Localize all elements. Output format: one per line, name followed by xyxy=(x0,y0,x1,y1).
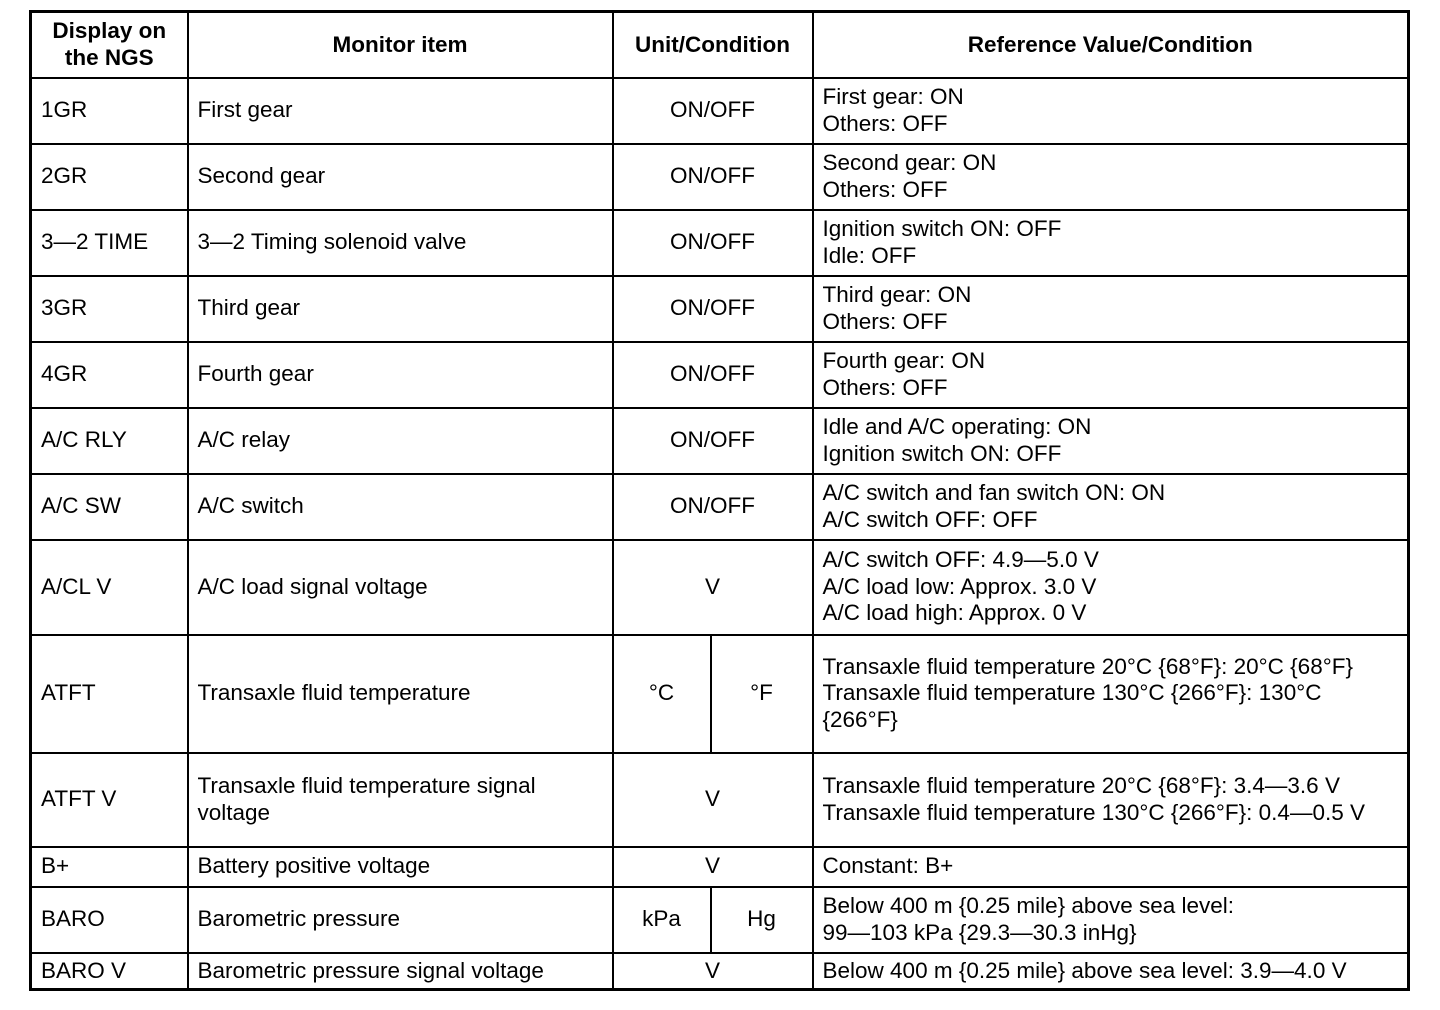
unit-cell: V xyxy=(613,847,813,887)
header-unit: Unit/Condition xyxy=(613,12,813,78)
unit-cell: ON/OFF xyxy=(613,276,813,342)
reference-cell: Transaxle fluid temperature 20°C {68°F}: 3.4—3.6 V Transaxle fluid temperature 130°C {266°F}: 0.4—0.5 V xyxy=(813,753,1409,847)
header-monitor: Monitor item xyxy=(188,12,613,78)
monitor-cell: A/C relay xyxy=(188,408,613,474)
table-row xyxy=(31,753,1409,847)
monitor-cell: Barometric pressure xyxy=(188,887,613,953)
monitor-cell: Transaxle fluid temperature signal voltage xyxy=(188,753,613,847)
display-cell: B+ xyxy=(31,847,188,887)
unit-cell: ON/OFF xyxy=(613,342,813,408)
unit-cell-celsius: °C xyxy=(613,635,711,753)
reference-cell: Second gear: ON Others: OFF xyxy=(813,144,1409,210)
table-row xyxy=(31,78,1409,144)
table-row xyxy=(31,887,1409,953)
reference-cell: Constant: B+ xyxy=(813,847,1409,887)
unit-cell: ON/OFF xyxy=(613,408,813,474)
reference-cell: Third gear: ON Others: OFF xyxy=(813,276,1409,342)
monitor-cell: Fourth gear xyxy=(188,342,613,408)
reference-table xyxy=(29,10,1410,991)
unit-cell: V xyxy=(613,953,813,990)
reference-cell: Below 400 m {0.25 mile} above sea level: 99—103 kPa {29.3—30.3 inHg} xyxy=(813,887,1409,953)
display-cell: 2GR xyxy=(31,144,188,210)
monitor-cell: Second gear xyxy=(188,144,613,210)
table-row xyxy=(31,144,1409,210)
reference-cell: Below 400 m {0.25 mile} above sea level: 3.9—4.0 V xyxy=(813,953,1409,990)
display-cell: 1GR xyxy=(31,78,188,144)
header-display: Display on the NGS xyxy=(31,12,188,78)
monitor-cell: Battery positive voltage xyxy=(188,847,613,887)
table-row xyxy=(31,474,1409,540)
unit-cell-fahrenheit: °F xyxy=(711,635,813,753)
unit-cell: ON/OFF xyxy=(613,144,813,210)
table-row xyxy=(31,342,1409,408)
unit-cell-kpa: kPa xyxy=(613,887,711,953)
monitor-cell: First gear xyxy=(188,78,613,144)
unit-cell: ON/OFF xyxy=(613,78,813,144)
monitor-cell: Barometric pressure signal voltage xyxy=(188,953,613,990)
display-cell: ATFT V xyxy=(31,753,188,847)
table-row xyxy=(31,276,1409,342)
display-cell: A/C SW xyxy=(31,474,188,540)
display-cell: ATFT xyxy=(31,635,188,753)
reference-cell: Ignition switch ON: OFF Idle: OFF xyxy=(813,210,1409,276)
table-row xyxy=(31,540,1409,635)
unit-cell: V xyxy=(613,753,813,847)
display-cell: A/CL V xyxy=(31,540,188,635)
monitor-cell: A/C load signal voltage xyxy=(188,540,613,635)
unit-cell-hg: Hg xyxy=(711,887,813,953)
monitor-cell: 3—2 Timing solenoid valve xyxy=(188,210,613,276)
table-row xyxy=(31,408,1409,474)
display-cell: 3—2 TIME xyxy=(31,210,188,276)
reference-cell: First gear: ON Others: OFF xyxy=(813,78,1409,144)
reference-cell: A/C switch and fan switch ON: ON A/C switch OFF: OFF xyxy=(813,474,1409,540)
display-cell: 4GR xyxy=(31,342,188,408)
reference-cell: Transaxle fluid temperature 20°C {68°F}: 20°C {68°F} Transaxle fluid temperature 130°C {266°F}: 130°C {266°F} xyxy=(813,635,1409,753)
display-cell: 3GR xyxy=(31,276,188,342)
table-row xyxy=(31,847,1409,887)
table-row xyxy=(31,635,1409,753)
monitor-cell: Transaxle fluid temperature xyxy=(188,635,613,753)
unit-cell: V xyxy=(613,540,813,635)
reference-cell: Fourth gear: ON Others: OFF xyxy=(813,342,1409,408)
monitor-cell: Third gear xyxy=(188,276,613,342)
unit-cell: ON/OFF xyxy=(613,474,813,540)
monitor-cell: A/C switch xyxy=(188,474,613,540)
display-cell: BARO V xyxy=(31,953,188,990)
reference-cell: A/C switch OFF: 4.9—5.0 V A/C load low: Approx. 3.0 V A/C load high: Approx. 0 V xyxy=(813,540,1409,635)
header-row xyxy=(31,12,1409,78)
table-row xyxy=(31,953,1409,990)
display-cell: A/C RLY xyxy=(31,408,188,474)
table-row xyxy=(31,210,1409,276)
unit-cell: ON/OFF xyxy=(613,210,813,276)
display-cell: BARO xyxy=(31,887,188,953)
header-reference: Reference Value/Condition xyxy=(813,12,1409,78)
reference-cell: Idle and A/C operating: ON Ignition switch ON: OFF xyxy=(813,408,1409,474)
